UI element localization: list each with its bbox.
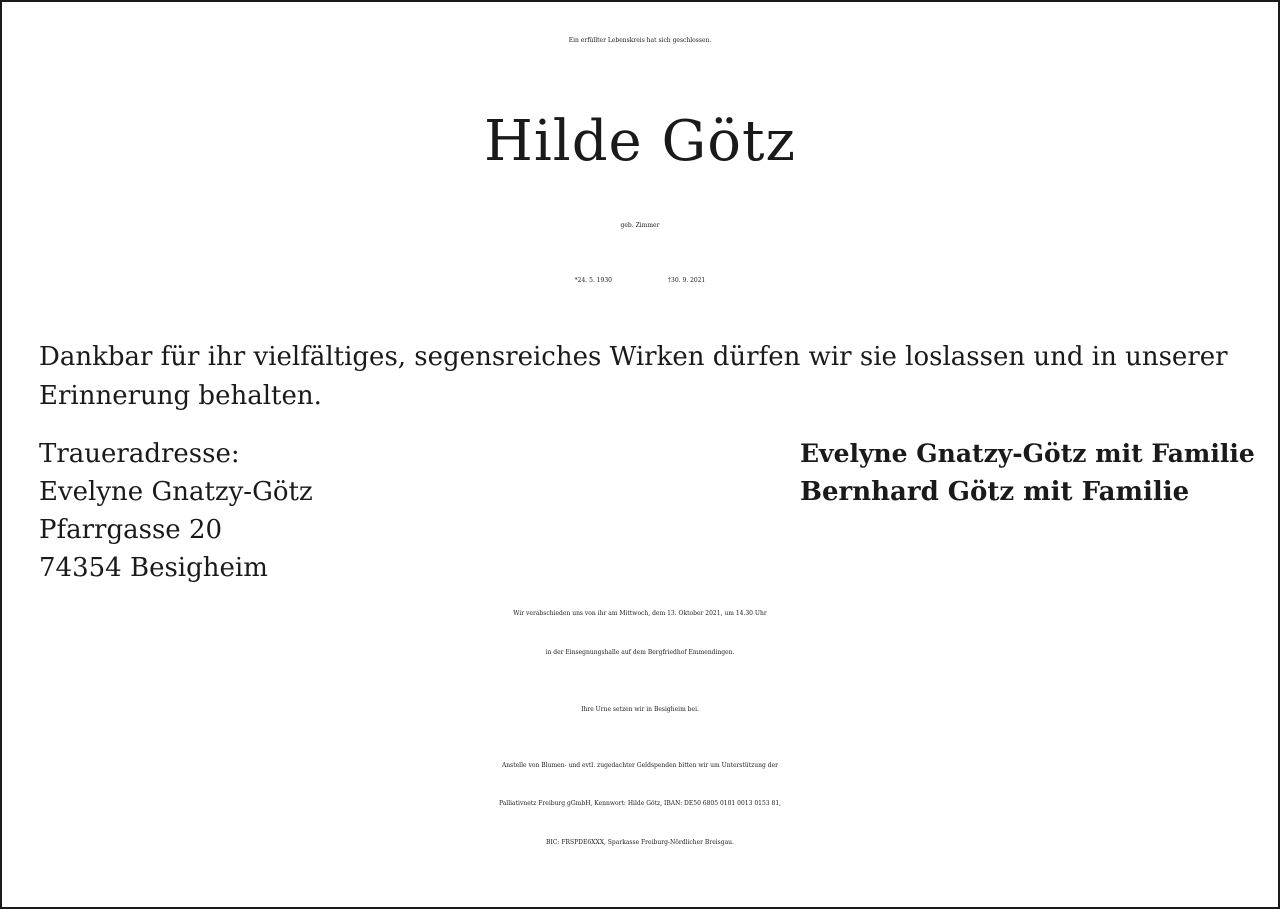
donation-line-3: BIC: FRSPDE6XXX, Sparkasse Freiburg-Nördlicher Breisgau. [546, 839, 734, 846]
farewell-line-2: in der Einsegnungshalle auf dem Bergfriedhof Emmendingen. [545, 649, 735, 656]
address-label: Traueradresse: [39, 439, 240, 469]
mourner-2: Bernhard Götz mit Familie [800, 477, 1190, 507]
intro-text: Ein erfüllter Lebenskreis hat sich geschlossen. [568, 37, 712, 44]
farewell-line-1: Wir verabschieden uns von ihr am Mittwoch, dem 13. Oktober 2021, um 14.30 Uhr [513, 610, 767, 617]
life-dates [2, 278, 1278, 284]
death-date: †30. 9. 2021 [668, 277, 706, 284]
birth-name: geb. Zimmer [620, 222, 660, 229]
donation-line-1: Anstelle von Blumen- und evtl. zugedachter Geldspenden bitten wir um Unterstützung der [501, 762, 779, 769]
address-name: Evelyne Gnatzy-Götz [39, 477, 313, 507]
gratitude-line-2: Erinnerung behalten. [39, 381, 322, 411]
donation-line-2: Palliativnetz Freiburg gGmbH, Kennwort: Hilde Götz, IBAN: DE50 6805 0101 0013 0153 81, [498, 800, 782, 807]
address-street: Pfarrgasse 20 [39, 515, 223, 545]
birth-date: *24. 5. 1930 [574, 277, 612, 284]
gratitude-line-1: Dankbar für ihr vielfältiges, segensreiches Wirken dürfen wir sie loslassen und in unserer [39, 342, 1228, 372]
urn-text: Ihre Urne setzen wir in Besigheim bei. [581, 706, 699, 713]
mourner-1: Evelyne Gnatzy-Götz mit Familie [800, 439, 1255, 468]
address-city: 74354 Besigheim [39, 553, 268, 583]
deceased-name: Hilde Götz [484, 109, 796, 174]
